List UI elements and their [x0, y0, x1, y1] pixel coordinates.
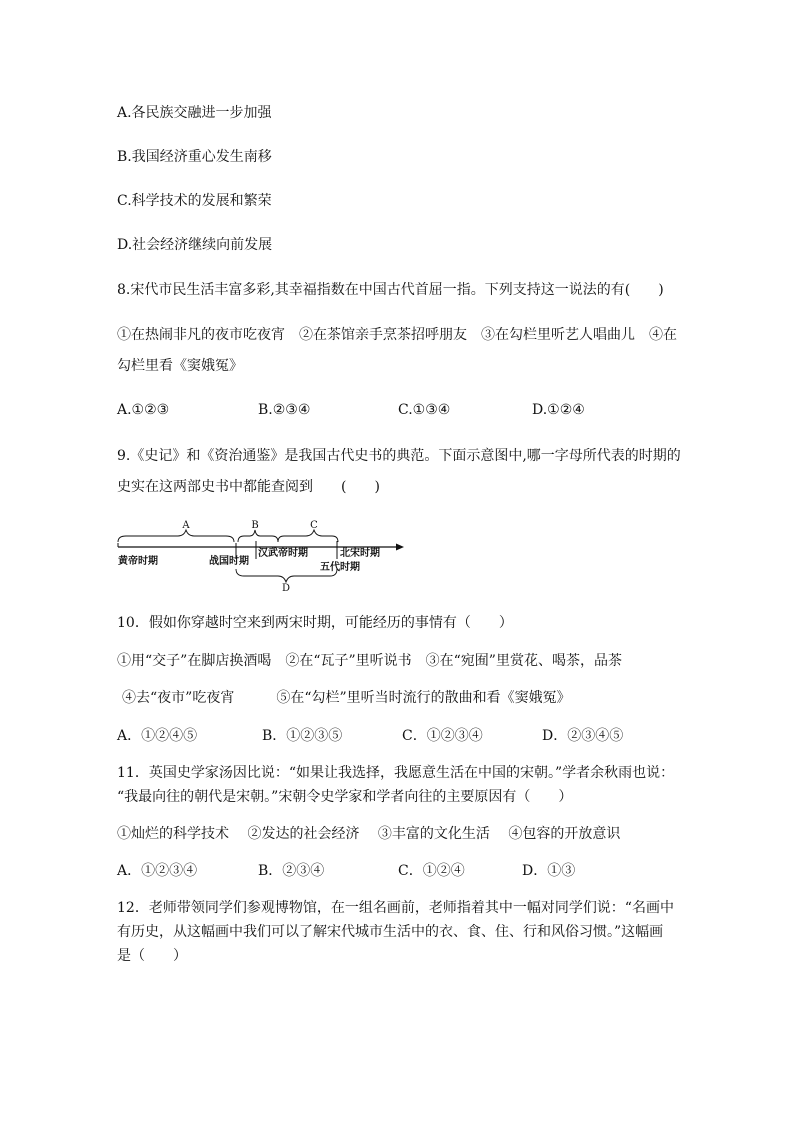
letter-d: D [281, 583, 291, 594]
label-wudai: 五代时期 [320, 562, 360, 573]
q10-items-line1: ①用“交子”在脚店换酒喝 ②在“瓦子”里听说书 ③在“宛囿”里赏花、喝茶，品茶 [117, 653, 622, 669]
label-hanwudi: 汉武帝时期 [258, 548, 308, 559]
q8-option-b: B.②③④ [258, 402, 311, 418]
q11-option-c: C．①②④ [398, 863, 465, 879]
q10-option-a: A．①②④⑤ [117, 728, 198, 744]
timeline-arrow-icon [396, 544, 404, 551]
label-zhanguo: 战国时期 [209, 556, 249, 567]
brace-b [238, 530, 278, 542]
q9-stem-line2: 史实在这两部史书中都能查阅到 ( ) [117, 479, 380, 495]
q11-stem-line1: 11．英国史学家汤因比说：“如果让我选择，我愿意生活在中国的宋朝。”学者余秋雨也说： [117, 765, 675, 781]
q8-items-line2: 勾栏里看《窦娥冤》 [117, 358, 243, 374]
letter-c: C [310, 520, 318, 531]
q8-items-line1: ①在热闹非凡的夜市吃夜宵 ②在茶馆亲手烹茶招呼朋友 ③在勾栏里听艺人唱曲儿 ④在 [117, 327, 677, 343]
q7-option-c: C.科学技术的发展和繁荣 [117, 193, 272, 209]
q11-option-d: D．①③ [522, 863, 576, 879]
q10-option-c: C．①②③④ [402, 728, 483, 744]
q8-stem: 8.宋代市民生活丰富多彩,其幸福指数在中国古代首屈一指。下列支持这一说法的有( ) [117, 282, 664, 298]
letter-a: A [182, 520, 190, 531]
label-beisong: 北宋时期 [340, 548, 380, 559]
q10-items-line2: ④去“夜市”吃夜宵 ⑤在“勾栏”里听当时流行的散曲和看《窦娥冤》 [122, 690, 571, 706]
q11-option-b: B．②③④ [258, 863, 325, 879]
brace-c [278, 530, 338, 542]
timeline-diagram [112, 512, 412, 594]
q11-option-a: A．①②③④ [117, 863, 198, 879]
letter-b: B [251, 520, 259, 531]
q7-option-a: A.各民族交融进一步加强 [117, 105, 272, 121]
brace-a [118, 530, 234, 542]
q8-option-c: C.①③④ [398, 402, 451, 418]
q7-option-b: B.我国经济重心发生南移 [117, 149, 272, 165]
q10-option-d: D．②③④⑤ [542, 728, 624, 744]
q12-stem-line3: 是（ ） [117, 948, 187, 964]
q10-stem: 10．假如你穿越时空来到两宋时期，可能经历的事情有（ ） [117, 615, 513, 631]
q7-option-d: D.社会经济继续向前发展 [117, 237, 273, 253]
q12-stem-line1: 12．老师带领同学们参观博物馆，在一组名画前，老师指着其中一幅对同学们说：“名画中 [117, 900, 674, 916]
q8-option-a: A.①②③ [117, 402, 170, 418]
q11-stem-line2: “我最向往的朝代是宋朝。”宋朝令史学家和学者向往的主要原因有（ ） [117, 789, 573, 805]
q10-option-b: B．①②③⑤ [262, 728, 343, 744]
q11-items: ①灿烂的科学技术 ②发达的社会经济 ③丰富的文化生活 ④包容的开放意识 [117, 826, 621, 842]
q9-stem-line1: 9.《史记》和《资治通鉴》是我国古代史书的典范。下面示意图中,哪一字母所代表的时期的 [117, 448, 681, 464]
q12-stem-line2: 有历史，从这幅画中我们可以了解宋代城市生活中的衣、食、住、行和风俗习惯。”这幅画 [117, 924, 664, 940]
q8-option-d: D.①②④ [532, 402, 585, 418]
label-huangdi: 黄帝时期 [118, 556, 158, 567]
